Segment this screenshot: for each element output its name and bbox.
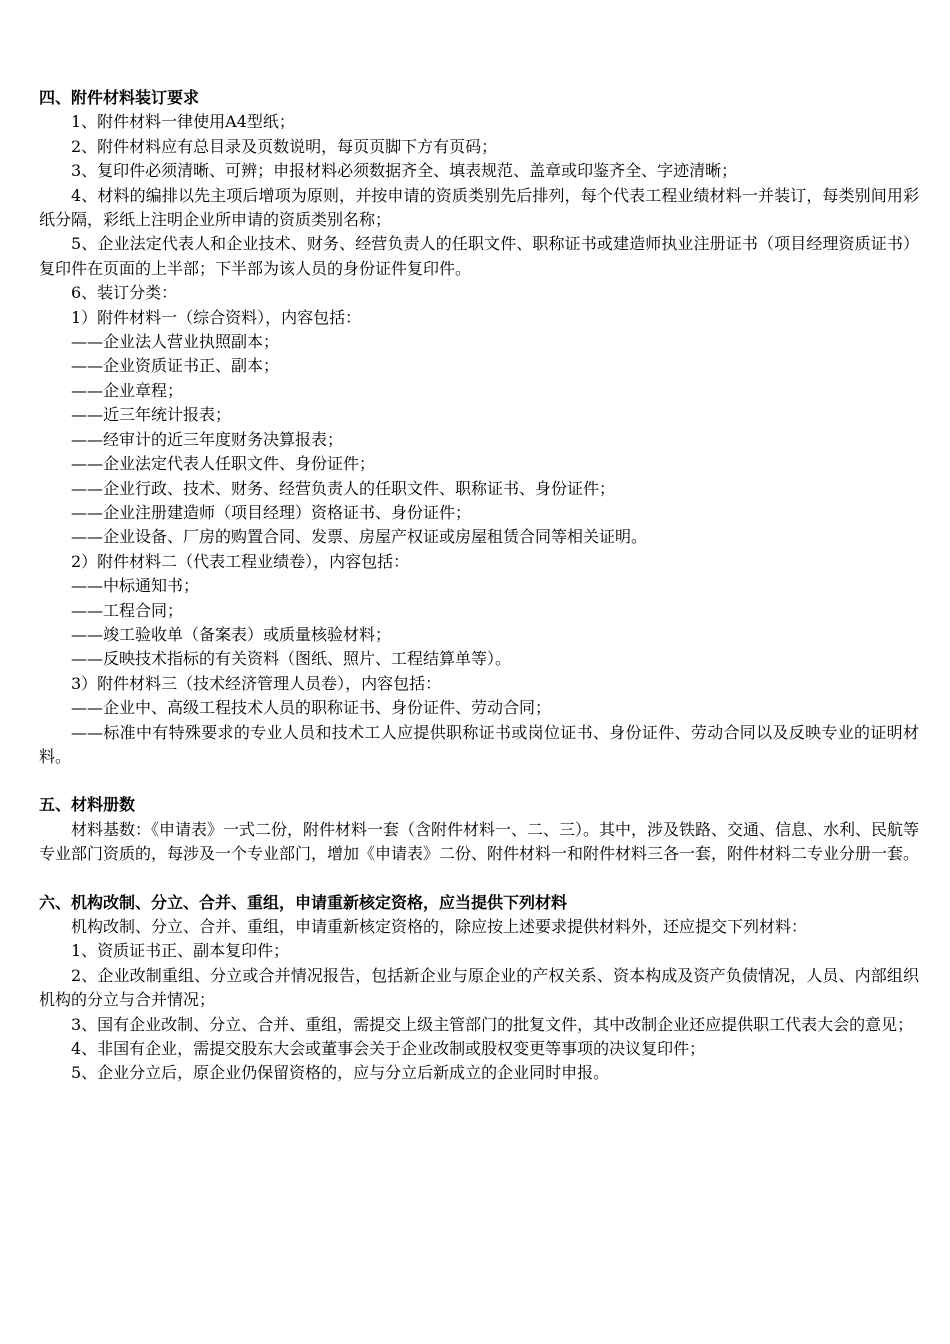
section-2 <box>39 793 919 866</box>
paragraph: 4、材料的编排以先主项后增项为原则，并按申请的资质类别先后排列，每个代表工程业绩材料一并装订，每类别间用彩纸分隔，彩纸上注明企业所申请的资质类别名称； <box>39 185 919 230</box>
paragraph: 5、企业分立后，原企业仍保留资格的，应与分立后新成立的企业同时申报。 <box>71 1063 610 1083</box>
paragraph: 2）附件材料二（代表工程业绩卷），内容包括： <box>71 551 410 571</box>
paragraph: ——近三年统计报表； <box>71 405 232 425</box>
paragraph: ——企业设备、厂房的购置合同、发票、房屋产权证或房屋租赁合同等相关证明。 <box>71 527 648 547</box>
section-3 <box>39 891 919 1086</box>
paragraph: 1）附件材料一（综合资料），内容包括： <box>71 307 362 327</box>
paragraph: ——企业章程； <box>71 380 184 400</box>
section-heading: 六、机构改制、分立、合并、重组，申请重新核定资格，应当提供下列材料 <box>39 892 568 912</box>
paragraph: 5、企业法定代表人和企业技术、财务、经营负责人的任职文件、职称证书或建造师执业注册证书（项目经理资质证书）复印件在页面的上半部；下半部为该人员的身份证件复印件。 <box>39 234 919 278</box>
paragraph: ——竣工验收单（备案表）或质量核验材料； <box>71 624 392 644</box>
paragraph: ——经审计的近三年度财务决算报表； <box>71 429 344 449</box>
paragraph: ——企业中、高级工程技术人员的职称证书、身份证件、劳动合同； <box>71 698 552 718</box>
paragraph: ——企业注册建造师（项目经理）资格证书、身份证件； <box>71 502 472 522</box>
paragraph: 机构改制、分立、合并、重组，申请重新核定资格的，除应按上述要求提供材料外，还应提交下列材料： <box>71 917 808 936</box>
paragraph: ——企业法定代表人任职文件、身份证件； <box>71 454 376 474</box>
section-heading: 四、附件材料装订要求 <box>39 88 200 107</box>
paragraph: 材料基数：《申请表》一式二份，附件材料一套（含附件材料一、二、三）。其中，涉及铁路、交通、信息、水利、民航等专业部门资质的，每涉及一个专业部门，增加《申请表》二份、附件材料一和附件材料三各一套，附件材料二专业分册一套。 <box>39 819 920 864</box>
paragraph: 1、附件材料一律使用A4型纸； <box>71 112 295 132</box>
document-page <box>39 86 919 1086</box>
paragraph: ——中标通知书； <box>71 576 200 596</box>
section-gap <box>39 769 919 793</box>
paragraph: 4、非国有企业，需提交股东大会或董事会关于企业改制或股权变更等事项的决议复印件； <box>71 1039 706 1059</box>
paragraph: ——企业行政、技术、财务、经营负责人的任职文件、职称证书、身份证件； <box>71 478 616 498</box>
paragraph: ——标准中有特殊要求的专业人员和技术工人应提供职称证书或岗位证书、身份证件、劳动合同以及反映专业的证明材料。 <box>39 722 919 766</box>
paragraph: 3、国有企业改制、分立、合并、重组，需提交上级主管部门的批复文件，其中改制企业还应提供职工代表大会的意见； <box>71 1014 914 1034</box>
section-gap <box>39 867 919 891</box>
section-1 <box>39 86 919 769</box>
section-heading: 五、材料册数 <box>39 795 136 815</box>
paragraph: ——企业法人营业执照副本； <box>71 332 280 352</box>
paragraph: ——企业资质证书正、副本； <box>71 356 280 376</box>
paragraph: 2、附件材料应有总目录及页数说明，每页页脚下方有页码； <box>71 136 498 156</box>
paragraph: 6、装订分类： <box>71 283 178 303</box>
paragraph: 3）附件材料三（技术经济管理人员卷），内容包括： <box>71 673 442 693</box>
paragraph: ——反映技术指标的有关资料（图纸、照片、工程结算单等）。 <box>71 649 512 669</box>
paragraph: 2、企业改制重组、分立或合并情况报告，包括新企业与原企业的产权关系、资本构成及资产负债情况，人员、内部组织机构的分立与合并情况； <box>39 965 919 1010</box>
paragraph: 3、复印件必须清晰、可辨；申报材料必须数据齐全、填表规范、盖章或印鉴齐全、字迹清晰； <box>71 161 738 181</box>
paragraph: 1、资质证书正、副本复印件； <box>71 941 290 961</box>
paragraph: ——工程合同； <box>71 600 184 620</box>
